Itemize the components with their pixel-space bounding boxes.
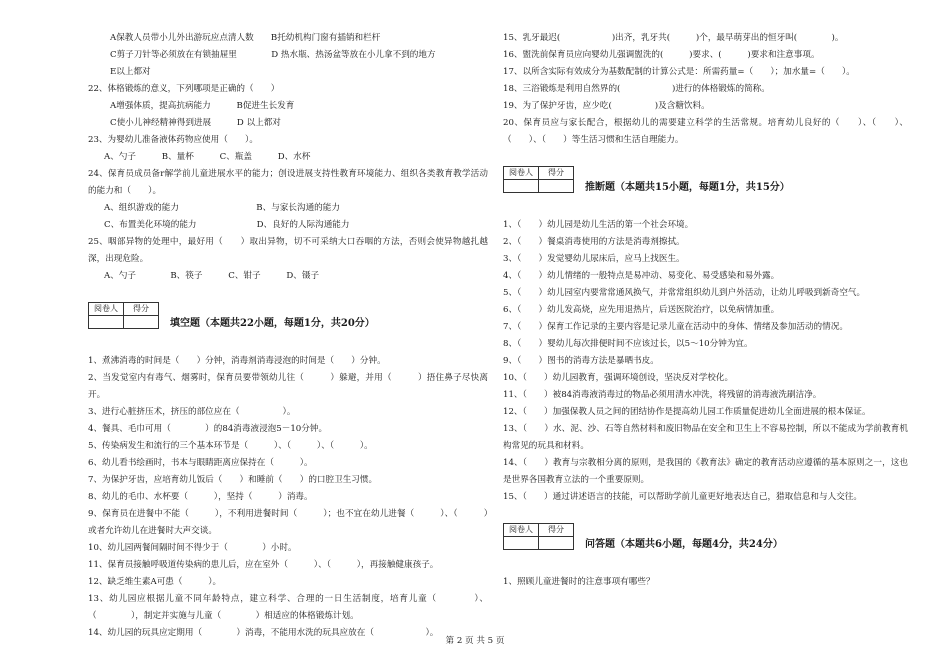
- fill-item: 5、传染病发生和流行的三个基本环节是（ ）、（ ）、（ ）。: [88, 441, 373, 451]
- judge-item: 14、（ ）教育与宗教相分离的原则，是我国的《教育法》确定的教育活动应遵循的基本原则之一，这也是世界各国教育立法的一个重要原则。: [503, 458, 908, 485]
- section-header-fill: [88, 302, 488, 336]
- score-label: 得分: [539, 167, 574, 180]
- fill-item: 1、煮沸消毒的时间是（ ）分钟，消毒剂消毒浸泡的时间是（ ）分钟。: [88, 356, 386, 366]
- judge-item: 4、（ ）幼儿情绪的一般特点是易冲动、易变化、易受感染和易外露。: [503, 271, 780, 281]
- score-box: [503, 166, 574, 193]
- section-title-judge: 推断题（本题共15小题，每题1分，共15分）: [585, 182, 790, 193]
- reviewer-cell: [89, 316, 124, 329]
- page-footer: 第 2 页 共 5 页: [445, 636, 505, 646]
- fill-item: 6、幼儿看书绘画时，书本与眼睛距离应保持在（ ）。: [88, 458, 313, 468]
- q25-options: A、勺子 B、筷子 C、钳子 D、镊子: [104, 271, 320, 281]
- judge-item: 11、（ ）被84消毒液消毒过的物品必须用清水冲洗，将残留的消毒液洗刷洁净。: [503, 390, 822, 400]
- judge-item: 15、（ ）通过讲述语言的技能，可以帮助学前儿童更好地表达自己，猎取信息和与人交往。: [503, 492, 862, 502]
- fill-item: 11、保育员接触呼吸道传染病的患儿后，应在室外（ ）、（ ），再接触健康孩子。: [88, 560, 439, 570]
- question-23: 23、为婴幼儿准备液体药物应使用（ ）。: [88, 135, 258, 145]
- fill-item: 4、餐具、毛巾可用（ ）的84消毒液浸泡5－10分钟。: [88, 424, 328, 434]
- section-title-fill: 填空题（本题共22小题，每题1分，共20分）: [170, 318, 375, 329]
- fill-item: 9、保育员在进餐中不能（ ），不利用进餐时间（ ）；也不宜在幼儿进餐（ ）、（ ）或者允许幼儿在进餐时大声交谈。: [88, 509, 488, 536]
- fill-item: 2、当发觉室内有毒气、烟雾时，保育员要带领幼儿往（ ）躲避，并用（ ）捂住鼻子尽快离开。: [88, 373, 488, 400]
- fill-item: 10、幼儿园两餐间隔时间不得少于（ ）小时。: [88, 543, 297, 553]
- judge-item: 8、（ ）婴幼儿每次排便时间不应该过长，以5～10分钟为宜。: [503, 339, 753, 349]
- question-25: 25、咽部异物的处理中，最好用（ ）取出异物，切不可采纳大口吞咽的方法，否则会使异物越扎越深，出现危险。: [88, 237, 488, 264]
- score-cell: [124, 316, 159, 329]
- section-title-qa: 问答题（本题共6小题，每题4分，共24分）: [585, 539, 783, 550]
- judge-item: 3、（ ）发觉婴幼儿尿床后，应马上找医生。: [503, 254, 685, 264]
- fill-item: 19、为了保护牙齿，应少吃( )及含糖饮料。: [503, 101, 710, 111]
- fill-item: 3、进行心脏挤压术，挤压的部位应在（ ）。: [88, 407, 296, 417]
- judge-item: 13、（ ）水、泥、沙、石等自然材料和废旧物品在安全和卫生上不容易控制，所以不能成为学前教育机构常见的玩具和材料。: [503, 424, 908, 451]
- score-label: 得分: [539, 524, 574, 537]
- reviewer-cell: [504, 180, 539, 193]
- q23-options: A、勺子 B、量杯 C、瓶盖 D、水杯: [104, 152, 311, 162]
- judge-item: 9、（ ）图书的消毒方法是暴晒书皮。: [503, 356, 659, 366]
- qa-item: 1、照顾儿童进餐时的注意事项有哪些？: [503, 577, 655, 587]
- reviewer-label: 阅卷人: [504, 524, 539, 537]
- section-header-qa: [503, 523, 908, 557]
- fill-item: 12、缺乏维生素A可患（ ）。: [88, 577, 222, 587]
- judge-item: 7、（ ）保育工作记录的主要内容是记录儿童在活动中的身体、情绪及参加活动的情况。: [503, 322, 848, 332]
- reviewer-label: 阅卷人: [504, 167, 539, 180]
- judge-item: 6、（ ）幼儿发高烧，应先用退热片，后送医院治疗，以免病情加重。: [503, 305, 780, 315]
- judge-item: 10、（ ）幼儿园教育，强调环境创设，坚决反对学校化。: [503, 373, 734, 383]
- score-label: 得分: [124, 303, 159, 316]
- fill-item: 13、幼儿园应根据儿童不同年龄特点，建立科学、合理的一日生活制度，培育儿童（ ）、（ ），制定并实施与儿童（ ）相适应的体格锻炼计划。: [88, 594, 488, 621]
- fill-item: 18、三浴锻炼是利用自然界的( )进行的体格锻炼的简称。: [503, 84, 770, 94]
- q24-option-line: C、布置美化环境的能力 D、良好的人际沟通能力: [104, 220, 350, 230]
- right-column: [503, 30, 908, 591]
- fill-item: 17、以所含实际有效成分为基数配制的计算公式是：所需药量=（ ）；加水量=（ ）。: [503, 67, 855, 77]
- fill-item: 7、为保护牙齿，应培育幼儿饭后（ ）和睡前（ ）的口腔卫生习惯。: [88, 475, 378, 485]
- fill-item: 14、幼儿园的玩具应定期用（ ）消毒，不能用水洗的玩具应放在（ ）。: [88, 628, 439, 638]
- q22-option-line: A增强体质，提高抗病能力 B促进生长发育: [110, 101, 295, 111]
- score-box: [88, 302, 159, 329]
- question-24: 24、保育员成员备r解学前儿童进展水平的能力；创设进展支持性教育环境能力、组织各类教育教学活动的能力和（ ）。: [88, 169, 488, 196]
- reviewer-label: 阅卷人: [89, 303, 124, 316]
- score-cell: [539, 537, 574, 550]
- q21-option-line: A保教人员带小儿外出游玩应点清人数 B托幼机构门窗有插销和栏杆: [110, 33, 381, 43]
- judge-item: 5、（ ）幼儿园室内要常常通风换气，并常常组织幼儿到户外活动，让幼儿呼吸到新奇空气。: [503, 288, 866, 298]
- score-box: [503, 523, 574, 550]
- fill-item: 15、乳牙最迟( )出齐，乳牙共( )个，最早萌芽出的恒牙叫( )。: [503, 33, 844, 43]
- judge-item: 2、（ ）餐桌消毒使用的方法是消毒剂擦拭。: [503, 237, 685, 247]
- score-cell: [539, 180, 574, 193]
- question-22: 22、体格锻炼的意义，下列哪项是正确的（ ）: [88, 84, 280, 94]
- fill-item: 16、盥洗前保育员应向婴幼儿强调盥洗的( )要求、( )要求和注意事项。: [503, 50, 820, 60]
- judge-item: 12、（ ）加强保教人员之间的团结协作是提高幼儿园工作质量促进幼儿全面进展的根本保证。: [503, 407, 871, 417]
- reviewer-cell: [504, 537, 539, 550]
- q21-option-line: C剪子刀针等必须放在有锁抽屉里 D 热水瓶、热汤盆等放在小儿拿不到的地方: [110, 50, 436, 60]
- section-header-judge: [503, 166, 908, 200]
- judge-item: 1、（ ）幼儿园是幼儿生活的第一个社会环境。: [503, 220, 694, 230]
- fill-item: 20、保育员应与家长配合，根据幼儿的需要建立科学的生活常规。培育幼儿良好的（ ）、（ ）、（ ）、（ ）等生活习惯和生活自理能力。: [503, 118, 908, 145]
- q21-option-line: E以上都对: [110, 67, 151, 77]
- left-column: [88, 30, 488, 642]
- fill-item: 8、幼儿的毛巾、水杯要（ ），坚持（ ）消毒。: [88, 492, 313, 502]
- q24-option-line: A、组织游戏的能力 B、与家长沟通的能力: [104, 203, 340, 213]
- q22-option-line: C使小儿神经精神得到进展 D 以上都对: [110, 118, 281, 128]
